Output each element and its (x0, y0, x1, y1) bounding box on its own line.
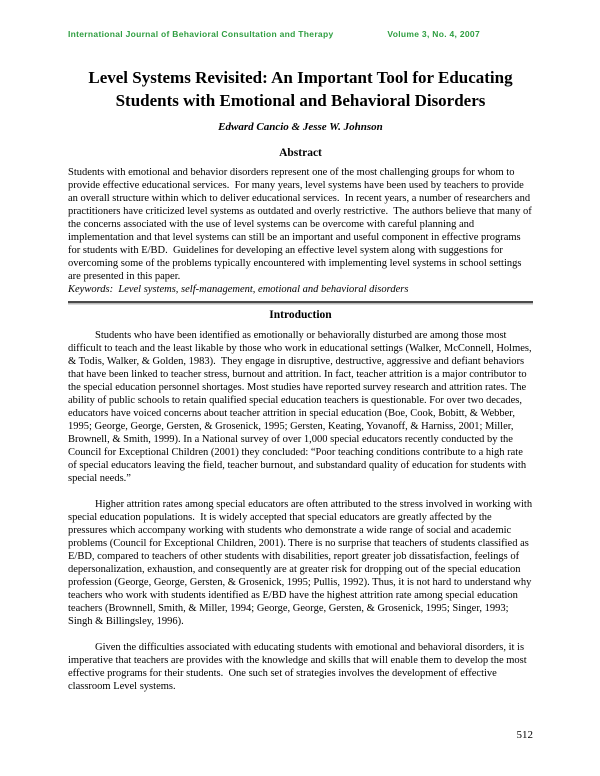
article-authors: Edward Cancio & Jesse W. Johnson (218, 121, 383, 133)
article-title-line-1: Level Systems Revisited: An Important Tool for Educating (88, 68, 513, 87)
keywords-line: Keywords: Level systems, self-management, emotional and behavioral disorders (68, 284, 409, 295)
article-content (68, 66, 533, 693)
journal-volume: Volume 3, No. 4, 2007 (387, 29, 480, 39)
section-divider (68, 301, 533, 303)
abstract-text: Students with emotional and behavior disorders represent one of the most challenging groups for whom to provide effective educational services. For many years, level systems have been used by teachers to provide an overall structure within which to deliver educational services. In recent years, a number of researchers and practitioners have criticized level systems as outdated and overly restrictive. The authors believe that many of the concerns associated with the use of level systems can be overcome with careful planning and implementation and that level systems can still be an important and useful component in effective programs for students with E/BD. Guidelines for developing an effective level system along with suggestions for overcoming some of the problems typically encountered with implementing level systems in school settings are presented in this paper. (68, 167, 535, 282)
page-number: 512 (516, 729, 533, 741)
introduction-paragraph-1: Students who have been identified as emotionally or behaviorally disturbed are among those most difficult to teach and the least likable by those who work in educational settings (Walker, McConnell, Holmes, & Todis, Walker, & Golden, 1983). They engage in disruptive, destructive, aggressive and defiant behaviors that have been linked to teacher stress, burnout and attrition. In fact, teacher attrition is a major contributor to the special education personnel shortages. Most studies have reported survey research and attrition rates. The ability of public schools to retain qualified special education teachers is questionable. For over two decades, educators have voiced concerns about teacher attrition in special education (Boe, Cook, Bobitt, & Webber, 1995; George, George, Gersten, & Grosenick, 1995; Gersten, Keating, Yovanoff, & Harniss, 2001; Miller, Brownell, & Smith, 1999). In a National survey of over 1,000 special educators recently conducted by the Council for Exceptional Children (2001) they concluded: “Poor teaching conditions contribute to a high rate of special educators leaving the field, teacher burnout, and substandard quality of education for students with special needs.” (68, 329, 535, 484)
journal-header (68, 29, 533, 39)
introduction-paragraph-2: Higher attrition rates among special educators are often attributed to the stress involved in working with special education populations. It is widely accepted that special educators are greatly affected by the pressures which accompany working with students who demonstrate a wide range of social and academic problems (Council for Exceptional Children, 2001). There is no surprise that teachers of students classified as E/BD, compared to teachers of other students with disabilities, report greater job dissatisfaction, feelings of depersonalization, exhaustion, and consequently are at greater risk for dropping out of the special education profession (George, George, Gersten, & Grosenick, 1995; Pullis, 1992). Thus, it is not hard to understand why teachers who work with students identified as E/BD have the highest attrition rate among special education teachers (Brownnell, Smith, & Miller, 1994; George, George, Gersten, & Grosenick, 1995; Singer, 1993; Singh & Billingsley, 1996). (68, 498, 535, 627)
article-title-line-2: Students with Emotional and Behavioral Disorders (115, 91, 486, 110)
introduction-heading: Introduction (269, 308, 332, 321)
journal-name: International Journal of Behavioral Consultation and Therapy (68, 29, 334, 39)
introduction-paragraph-3: Given the difficulties associated with educating students with emotional and behavioral disorders, it is imperative that teachers are provides with the knowledge and skills that will enable them to develop the most effective programs for their students. One such set of strategies involves the development of effective classroom Level systems. (68, 641, 530, 692)
article-title (68, 66, 533, 112)
abstract-heading: Abstract (279, 147, 322, 159)
